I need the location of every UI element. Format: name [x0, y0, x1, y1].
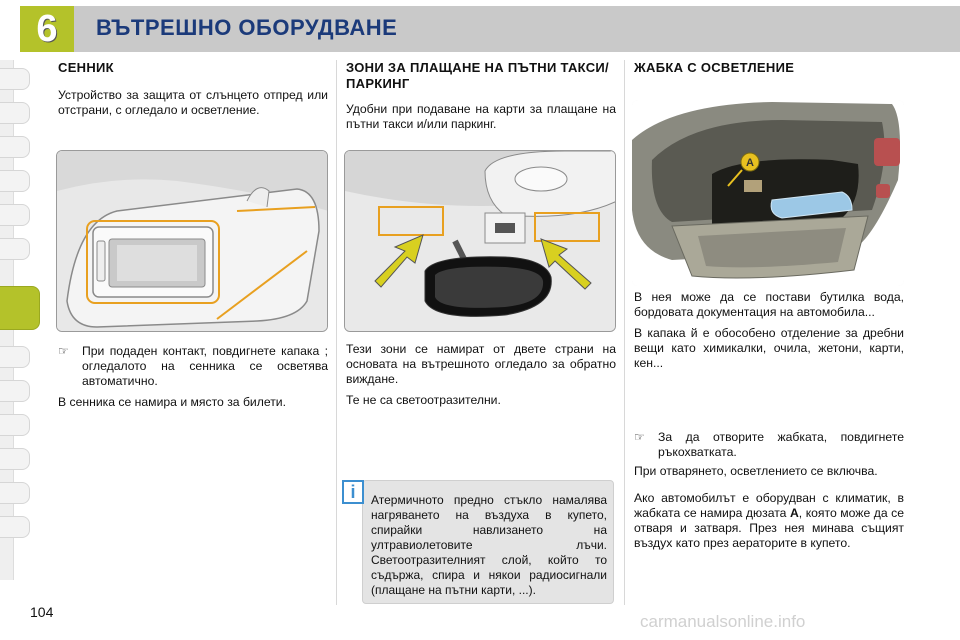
section-toll-zones	[346, 60, 616, 132]
column-divider	[336, 60, 337, 605]
section-intro: Удобни при подаване на карти за плащане на пътни такси и/или паркинг.	[346, 102, 616, 131]
chapter-tab[interactable]	[0, 136, 30, 158]
chapter-tab[interactable]	[0, 380, 30, 402]
section-glove-box-details	[634, 290, 904, 371]
pointing-hand-icon: ☞	[58, 344, 69, 358]
air-vent-note: Ако автомобилът е оборудван с климатик, в жабката се намира дюзата A, която може да се отваря и затваря. През нея минава същият въздух като през аераторите в купето.	[634, 491, 904, 550]
info-box	[362, 480, 614, 604]
chapter-tab[interactable]	[0, 448, 30, 470]
zones-location: Тези зони се намират от двете страни на основата на вътрешното огледало за обратно виждане.	[346, 342, 616, 386]
toll-zones-illustration	[344, 150, 616, 332]
column-divider	[624, 60, 625, 605]
lighting-note: При отварянето, осветлението се включва.	[634, 464, 878, 478]
section-intro: Устройство за защита от слънцето отпред или отстрани, с огледало и осветление.	[58, 88, 328, 117]
glove-box-illustration	[632, 100, 904, 286]
mirror-drawing	[345, 151, 616, 332]
watermark: carmanualsonline.info	[640, 612, 806, 631]
chapter-tabs	[0, 64, 32, 574]
glove-box-contents: В нея може да се постави бутилка вода, бордовата документация на автомобила...	[634, 290, 904, 319]
sun-visor-drawing	[57, 151, 328, 332]
section-heading: СЕННИК	[58, 60, 114, 75]
instruction-bullet	[58, 344, 328, 389]
chapter-tab[interactable]	[0, 204, 30, 226]
section-toll-zones-details	[346, 342, 616, 408]
chapter-tab-active[interactable]	[0, 286, 40, 330]
chapter-number: 6	[36, 8, 58, 50]
zones-note: Те не са светоотразителни.	[346, 393, 501, 407]
chapter-tab[interactable]	[0, 414, 30, 436]
ticket-note: В сенника се намира и място за билети.	[58, 395, 286, 409]
chapter-tab[interactable]	[0, 346, 30, 368]
callout-label-a: A	[746, 157, 754, 169]
info-icon: i	[342, 480, 364, 504]
chapter-tab[interactable]	[0, 68, 30, 90]
section-sun-visor	[58, 60, 328, 118]
glove-box-lid: В капака й е обособено отделение за дребни вещи като химикалки, очила, жетони, карти, кен...	[634, 326, 904, 370]
pointing-hand-icon: ☞	[634, 430, 645, 444]
section-sun-visor-details	[58, 344, 328, 410]
glove-box-photo	[632, 100, 904, 286]
section-heading: ЗОНИ ЗА ПЛАЩАНЕ НА ПЪТНИ ТАКСИ/ПАРКИНГ	[346, 60, 609, 91]
section-glove-box	[634, 60, 904, 76]
chapter-tab[interactable]	[0, 238, 30, 260]
bullet-text: За да отворите жабката, повдигнете ръкохватката.	[658, 430, 904, 459]
info-text: Атермичното предно стъкло намалява нагряването на въздуха в купето, спирайки навлизането на ултравиолетовите лъчи. Светоотразителният слой, който то съдържа, спира и някои радиосигнали (плащане на пътни карти, ...).	[371, 493, 607, 597]
page-number: 104	[30, 604, 54, 620]
chapter-tab[interactable]	[0, 482, 30, 504]
instruction-bullet	[634, 430, 904, 460]
page-title: ВЪТРЕШНО ОБОРУДВАНЕ	[96, 15, 398, 40]
sun-visor-illustration	[56, 150, 328, 332]
section-heading: ЖАБКА С ОСВЕТЛЕНИЕ	[634, 60, 795, 75]
chapter-tab[interactable]	[0, 170, 30, 192]
label-a: A	[789, 506, 799, 520]
page-header	[0, 0, 960, 56]
chapter-tab[interactable]	[0, 516, 30, 538]
section-glove-box-usage	[634, 430, 904, 551]
bullet-text: При подаден контакт, повдигнете капака ; огледалото на сенника се осветява автоматично.	[82, 344, 328, 388]
chapter-tab[interactable]	[0, 102, 30, 124]
